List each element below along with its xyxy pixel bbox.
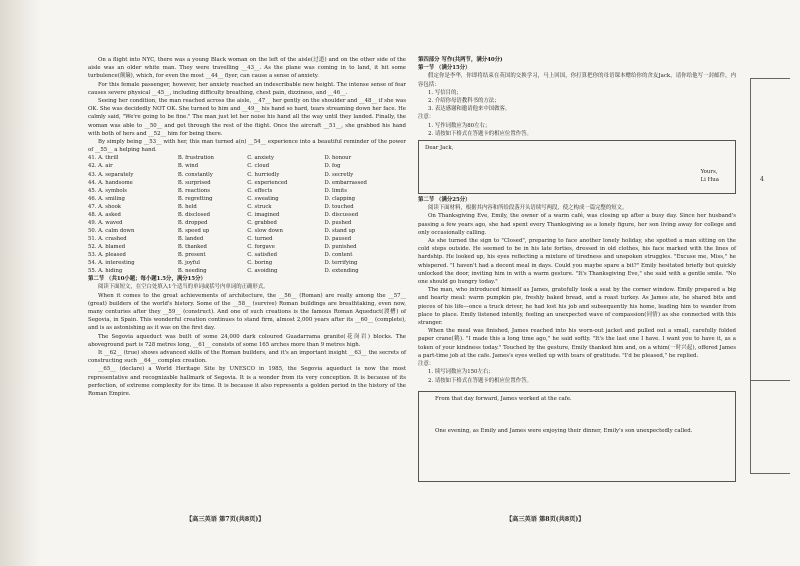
option-cell: 55. A. hiding [88,268,123,275]
option-cell: D. touched [324,203,354,210]
option-cell: C. anxiety [247,155,275,162]
sec2-title: 第二节 （满分25分） [418,197,471,204]
passage-paragraph: It __62__ (true) shows advanced skills of the Roman builders, and it's an important insight __63__ the secrets of constructing such __64__ complex creation. [88,349,406,365]
option-cell: 44. A. handsome [88,179,133,186]
option-cell: B. speed up [177,227,210,234]
option-cell: C. avoiding [247,268,278,275]
continuation-box [418,391,736,482]
option-row [88,203,406,211]
section2-title: 第二节 （共10小题；每小题1.5分，满分15分） [88,276,206,283]
option-cell: C. sweating [247,195,279,202]
sec1-note-title: 注意： [418,114,435,121]
option-cell: B. joyful [177,260,200,267]
option-cell: B. reactions [177,187,211,194]
option-cell: D. limits [324,187,347,194]
option-cell: 50. A. calm down [88,227,135,234]
sec1-instruction: 假定你是李华，你即将结束在英国的交换学习，马上回国，你打算把你的母语课本赠给你的舍友Jack，请你给他写一封邮件，内容包括： [418,73,736,88]
option-cell: C. grabbed [247,219,277,226]
option-cell: 52. A. blamed [88,243,126,250]
option-cell: B. present [177,252,206,258]
continuation-opening-2: One evening, as Emily and James were enjoying their dinner, Emily's son unexpectedly called. [435,427,693,434]
passage-paragraph: When it comes to the great achievements of architecture, the __56__ (Roman) are really among the __57__ (great) builders of the world's history. Some of the __58__ (survive) Roman buildings are breathtaking, even now, many centuries after they __59__ (construct). And one of such creations is the famous Roman Aqueduct(渡槽) of Segovia, in Spain. This wonderful creation continues to stand firm, almost 2,000 years after its __60__ (complete), and is as astonishing as it was on the first day. [88,292,406,332]
page-left [88,56,406,398]
option-cell: D. clapping [324,195,356,202]
option-row [88,251,406,259]
option-cell: C. experienced [247,179,288,186]
page-right [418,56,736,484]
option-cell: B. surprised [177,179,211,186]
option-cell: C. satisfied [247,252,278,258]
part4-title: 第四部分 写作(共两节，满分40分) [418,57,503,63]
margin-tick [750,78,790,79]
page-footer-right: 【高三英语 第8页(共8页)】 [506,516,585,523]
option-row [88,162,406,170]
option-cell: 48. A. asked [88,211,121,218]
option-cell: D. discussed [324,211,359,218]
sec1-note: 1. 写作词数应为80左右； [428,122,491,129]
option-cell: 41. A. thrill [88,155,119,162]
option-cell: B. dropped [177,219,208,226]
sec1-note: 2. 请按如下格式在答题卡的相应位置作答。 [428,130,532,137]
option-row [88,243,406,251]
option-cell: 51. A. crashed [88,235,127,242]
option-cell: D. honour [324,155,352,162]
continuation-opening-1: From that day forward, James worked at the cafe. [435,395,572,402]
option-cell: 45. A. symbols [88,187,128,194]
passage-paragraph: By simply being __53__ with her, this man turned a(n) __54__ experience into a beautiful reminder of the power of __55__ a helping hand. [88,139,406,154]
note-item: 2. 请按如下格式在答题卡的相应位置作答。 [428,377,532,384]
note-item: 1. 续写词数应为150左右； [428,369,494,376]
page-footer-left: 【高三英语 第7页(共8页)】 [186,516,265,523]
option-cell: B. disclosed [177,211,210,218]
option-row [88,227,406,235]
option-cell: B. wind [177,163,199,170]
section2-instructions: 阅读下面短文，在空白处填入1个适当的单词或括号内单词的正确形式。 [98,284,269,291]
option-cell: C. cloud [247,163,270,170]
option-cell: B. frustration [177,155,214,162]
story-paragraph: On Thanksgiving Eve, Emily, the owner of a warm café, was closing up after a busy day. Since her husband's passing a few years ago, she had spent every Thanksgiving as a lonely figure, her son living away for college and only occasionally calling. [418,213,736,236]
passage-paragraph: For this female passenger, however, her anxiety reached an indescribable new height. The intense sense of fear causes severe physical __45__, including difficulty breathing, chest pain, dizziness, and __46__. [88,81,406,96]
option-row [88,179,406,187]
option-row [88,195,406,203]
option-cell: C. struck [247,203,272,210]
option-cell: 46. A. smiling [88,195,125,202]
letter-template-box [418,140,736,194]
margin-tick [750,380,790,381]
option-row [88,219,406,227]
option-row [88,259,406,267]
option-cell: D. embarrassed [324,179,367,186]
option-cell: D. punished [324,243,357,250]
option-cell: B. landed [177,235,204,242]
option-cell: C. effects [247,187,273,194]
margin-mark: 4 [760,176,764,183]
sec1-point: 3. 表达感谢和邀请他来中国做客。 [428,106,511,113]
option-cell: C. hurriedly [247,171,280,178]
margin-rule [750,78,751,473]
option-cell: C. imagined [247,211,280,218]
option-row [88,171,406,179]
passage-paragraph: Seeing her condition, the man reached across the aisle, __47__ her gently on the shoulder and __48__ if she was OK. She was decidedly NOT OK. She turned to him and __49__ his hand so hard, tears streaming down her face. He calmly said, "We're going to be fine." The man just let her noise his hand all the way until they landed. Finally, the woman was able to __50__ and get through the rest of the flight. Once the aircraft __51__, she grabbed his hand with both of hers and __52__ him for being there. [88,98,406,137]
option-cell: 42. A. air [88,163,113,170]
option-cell: B. constantly [177,171,213,178]
option-cell: D. content [324,252,353,258]
option-cell: C. turned [247,235,273,242]
option-cell: C. forgave [247,243,275,250]
option-row [88,267,406,275]
option-cell: B. held [177,203,197,210]
option-cell: D. terrifying [324,260,358,267]
sec1-point: 1. 写信目的； [428,89,462,96]
sec1-title: 第一节 （满分15分） [418,65,471,72]
option-cell: D. pushed [324,219,352,226]
letter-name: Li Hua [700,176,719,183]
option-cell: B. thanked [177,243,207,250]
passage-paragraph: The Segovia aqueduct was built of some 24,000 dark coloured Guadarrama granite(花岗岩) blocks. The aboveground part is 728 metres long, __61__ consists of some 165 arches more than 9 metres high. [88,333,406,348]
story-paragraph: The man, who introduced himself as James, gratefully took a seat by the corner window. Emily prepared a big and hearty meal: warm pumpkin pie, freshly baked bread, and a roast turkey. As James ate, he shared bits and pieces of his life—once a truck driver, he had lost his job and subsequently his home, leading him to wander from place to place. Emily listened intently, feeling an unexpected wave of compassion(同情) as she connected with this stranger. [418,287,736,327]
option-cell: C. slow down [247,227,283,234]
passage-paragraph: On a flight into NYC, there was a young Black woman on the left of the aisle(过道) and on the other side of the aisle was an older white man. They were travelling __43__. As the plane was coming in to land, it hit some turbulence(颠簸), which, for even the most __44__ flyer, can cause a sense of anxiety. [88,57,406,80]
option-cell: C. boring [247,260,273,267]
notes-title: 注意： [418,361,435,368]
option-cell: D. extending [324,268,359,275]
letter-signature [701,169,719,184]
option-row [88,154,406,162]
story-paragraph: When the meal was finished, James reached into his worn-out jacket and pulled out a small, carefully folded paper crane(鹤). "I made this a long time ago," he said softly. "It's the last one I have. I want you to have it, as a token of your kindness today." Touched by the gesture, Emily thanked him and, on a whim(一时兴起), offered James a part-time job at the cafe. James's eyes welled up with tears of gratitude. "I'd be pleased," he replied. [418,328,736,359]
option-cell: 47. A. shook [88,203,122,210]
option-cell: D. stand up [324,227,356,234]
option-row [88,235,406,243]
option-cell: B. needing [177,268,207,275]
option-cell: 53. A. pleased [88,252,126,258]
margin-tick [750,473,790,474]
option-row [88,187,406,195]
letter-salutation: Dear Jack, [425,145,454,152]
option-cell: D. fog [324,163,341,170]
sec1-point: 2. 介绍你母语教科书的方法； [428,98,500,105]
story-paragraph: As she turned the sign to "Closed", preparing to face another lonely holiday, she spotted a man sitting on the cold steps outside. He seemed to be in his late forties, dressed in old clothes, his face marked with the lines of hardship. He looked up, his eyes reflecting a mixture of tiredness and unspoken struggles. "Excuse me, Miss," he whispered. "I haven't had a decent meal in days. Could you maybe spare a bit?" Emily hesitated briefly but quickly unlocked the door, inviting him in with a warm gesture. "It's Thanksgiving Eve," she said with a gentle smile. "No one should go hungry today." [418,238,736,286]
option-cell: 54. A. interesting [88,260,135,267]
option-cell: 49. A. waved [88,219,123,226]
options-table [88,154,406,275]
option-cell: D. secretly [324,171,354,178]
letter-closing: Yours, [700,169,718,176]
sec2-instruction: 阅读下面材料，根据其内容和所给段落开头语续写两段，使之构成一篇完整的短文。 [428,205,628,212]
option-cell: B. regretting [177,195,213,202]
passage-paragraph: __65__ (declare) a World Heritage Site by UNESCO in 1985, the Segovia aqueduct is now the most representative and recognizable hallmark of Segovia. It is a wonder from its very conception. It is because of its perfection, of extreme complexity for its time. It is because it also represents a golden period in the history of the Roman Empire. [88,366,406,397]
option-cell: 43. A. separately [88,171,134,178]
option-row [88,211,406,219]
option-cell: D. paused [324,235,352,242]
scan-shadow [0,0,40,566]
